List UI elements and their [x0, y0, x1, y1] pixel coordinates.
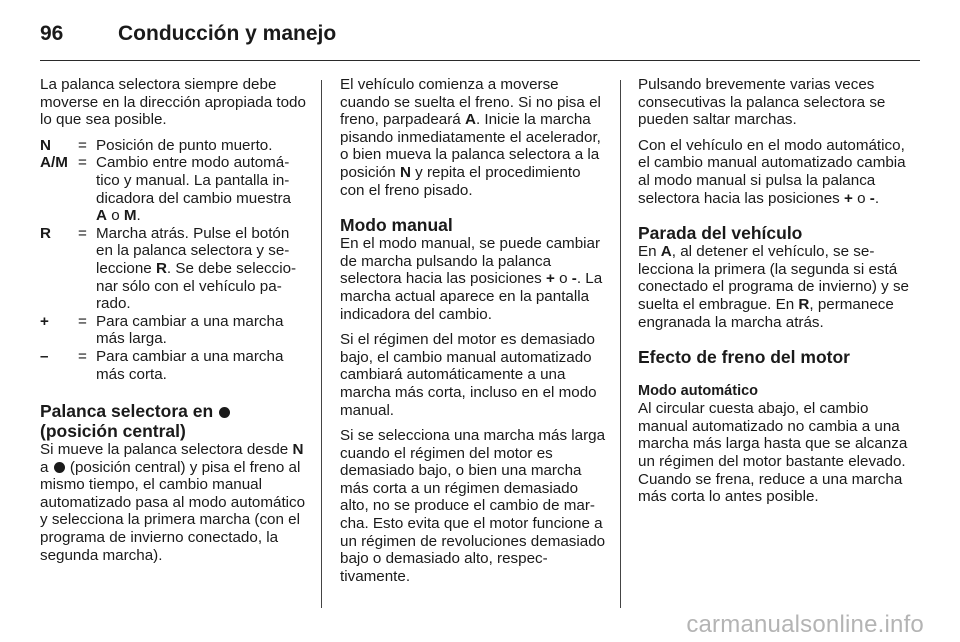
paragraph: Pulsando brevemente varias veces consecutivas la palanca selectora se pueden saltar marchas.: [638, 76, 886, 129]
definition-minus: [40, 348, 306, 383]
paragraph: [40, 441, 306, 564]
paragraph: [638, 137, 910, 207]
bold-run: M: [123, 207, 137, 225]
column-divider-2: [620, 80, 621, 608]
center-position-dot-icon: [219, 407, 230, 418]
definition-equals: =: [78, 154, 87, 172]
subsection-heading: Modo automático: [638, 383, 759, 400]
section-heading: Modo manual: [340, 215, 453, 236]
header-divider: [40, 60, 920, 61]
definition-key: –: [40, 347, 49, 365]
paragraph: [340, 76, 606, 199]
column-1: [40, 76, 306, 572]
definition-key: R: [40, 224, 51, 242]
definition-text: [96, 225, 306, 313]
text-run: a: [40, 458, 53, 476]
definition-am: [40, 154, 306, 224]
page-header: [40, 14, 920, 54]
paragraph: [340, 235, 606, 323]
definition-text: Posición de punto muerto.: [96, 136, 273, 154]
section-heading: [40, 401, 306, 441]
definition-key: A/M: [40, 154, 68, 172]
bold-run: N: [399, 163, 411, 181]
column-3: [638, 76, 910, 514]
section-heading: Efecto de freno del motor: [638, 347, 850, 368]
definition-equals: =: [78, 347, 87, 365]
definition-equals: =: [78, 224, 87, 242]
text-run: . Inicie la marcha pisando inmediatamente el acelerador, o bien mueva la palanca selectora a la posición: [340, 111, 601, 181]
definition-equals: =: [78, 312, 87, 330]
bold-run: -: [869, 189, 875, 207]
heading-text: Palanca selectora en: [40, 401, 219, 422]
paragraph: Si se selecciona una marcha más larga cuando el régimen del motor es demasiado bajo, o bien una marcha más corta a un régimen demasiado alto, no se produce el cambio de marcha. Esto evita que el motor funcione a un régimen de revoluciones demasiado bajo o demasiado alto, respectivamente.: [340, 427, 606, 585]
text-run: , al detener el vehículo, se selecciona la primera (la segunda si está conectado el programa de invierno) y se suelta el embrague. En: [638, 243, 909, 313]
definition-key: +: [40, 312, 49, 330]
center-position-dot-icon: [54, 462, 65, 473]
bold-run: R: [798, 295, 810, 313]
text-run: o: [106, 207, 124, 225]
column-2: [340, 76, 606, 593]
definition-n: [40, 137, 306, 155]
section-heading: Parada del vehículo: [638, 223, 803, 244]
text-run: o: [554, 270, 572, 288]
bold-run: A: [96, 207, 107, 225]
paragraph: [638, 243, 910, 331]
page-number: 96: [40, 22, 64, 45]
page-title: Conducción y manejo: [118, 22, 337, 45]
bold-run: R: [155, 259, 167, 277]
definition-text: Para cambiar a una marcha más corta.: [96, 347, 284, 383]
definition-r: [40, 225, 306, 313]
watermark: carmanualsonline.info: [686, 611, 924, 638]
text-run: o: [852, 189, 870, 207]
bold-run: -: [571, 270, 577, 288]
paragraph: Si el régimen del motor es demasiado bajo, el cambio manual automatizado cambiará automáticamente a una marcha más corta, incluso en el modo manual.: [340, 331, 597, 419]
definition-plus: [40, 313, 306, 348]
text-run: . La marcha actual aparece en la pantalla indicadora del cambio.: [340, 270, 603, 323]
text-run: En el modo manual, se puede cambiar de marcha pulsando la palanca selectora hacia las posiciones: [340, 235, 601, 288]
text-run: , permanece engranada la marcha atrás.: [638, 295, 894, 331]
text-run: .: [874, 189, 880, 207]
definition-text: Para cambiar a una marcha más larga.: [96, 312, 284, 348]
bold-run: +: [546, 270, 555, 288]
text-run: El vehículo comienza a moverse cuando se suelta el freno. Si no pisa el freno, parpadeará: [340, 76, 601, 129]
bold-run: N: [292, 441, 304, 459]
text-run: Si mueve la palanca selectora desde: [40, 441, 293, 459]
text-run: Con el vehículo en el modo automático, el cambio manual automatizado cambia al modo manual si pulsa la palanca selectora hacia las posiciones: [638, 136, 906, 207]
bold-run: A: [660, 243, 672, 261]
bold-run: +: [844, 189, 853, 207]
column-divider-1: [321, 80, 322, 608]
bold-run: A: [464, 111, 476, 129]
text-run: Marcha atrás. Pulse el botón en la palanca selectora y seleccione: [96, 224, 290, 277]
definition-key: N: [40, 136, 51, 154]
text-run: . Se debe seleccionar sólo con el vehículo parado.: [96, 259, 297, 313]
text-run: .: [136, 207, 141, 225]
text-run: y repita el procedimiento con el freno pisado.: [340, 163, 581, 199]
text-run: (posición central) y pisa el freno al mismo tiempo, el cambio manual automatizado pasa al modo automático y selecciona la primera marcha (con el programa de invierno conectado, la segunda marcha).: [40, 458, 306, 564]
definition-equals: =: [78, 136, 87, 154]
text-run: Cambio entre modo automático y manual. La pantalla indicadora del cambio muestra: [96, 154, 292, 207]
definition-text: [96, 154, 306, 224]
paragraph: Al circular cuesta abajo, el cambio manual automatizado no cambia a una marcha más larga hasta que se alcanza un régimen del motor bastante elevado. Cuando se frena, reduce a una marcha más corta lo antes posible.: [638, 400, 908, 506]
intro-paragraph: La palanca selectora siempre debe moverse en la dirección apropiada todo lo que sea posible.: [40, 76, 306, 129]
text-run: En: [638, 243, 661, 261]
heading-text: (posición central): [40, 421, 186, 442]
